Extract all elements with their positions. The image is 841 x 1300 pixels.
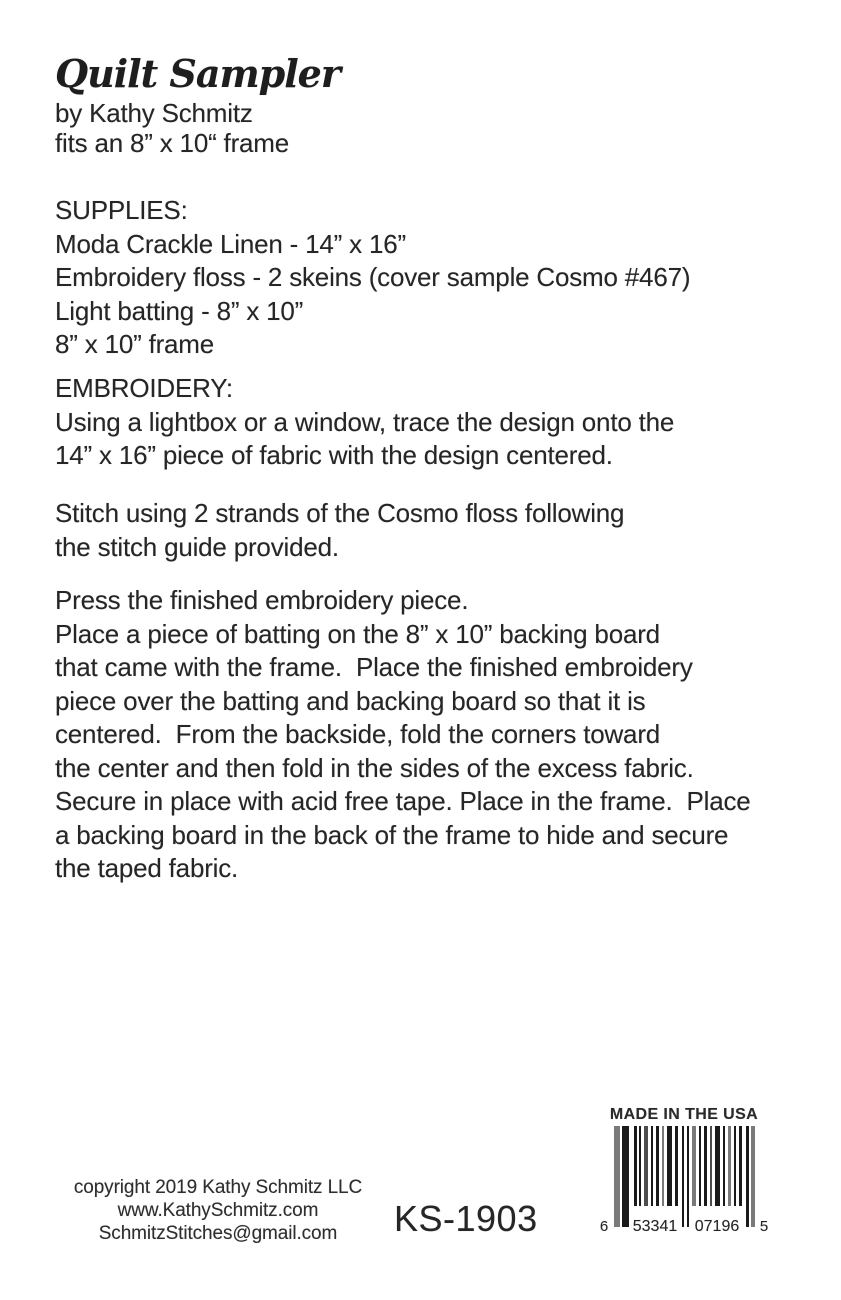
- supplies-item: Moda Crackle Linen - 14” x 16”: [55, 228, 406, 259]
- finishing-line: a backing board in the back of the frame to hide and secure: [55, 819, 729, 850]
- instruction-line: 14” x 16” piece of fabric with the design centered.: [55, 440, 613, 470]
- item-number: KS-1903: [394, 1198, 538, 1239]
- instruction-line: the stitch guide provided.: [55, 531, 339, 562]
- made-in-usa-label: MADE IN THE USA: [609, 1106, 759, 1123]
- embroidery-section: [55, 372, 674, 473]
- page-title: Quilt Sampler: [55, 51, 340, 96]
- byline: by Kathy Schmitz: [55, 98, 253, 128]
- email-address: SchmitzStitches@gmail.com: [98, 1223, 338, 1244]
- copyright-line: copyright 2019 Kathy Schmitz LLC: [73, 1177, 363, 1198]
- finishing-paragraph: [55, 584, 751, 886]
- title-block: [55, 50, 340, 158]
- supplies-section: [55, 194, 690, 362]
- website-url: www.KathySchmitz.com: [117, 1200, 319, 1221]
- finishing-line: Place a piece of batting on the 8” x 10” backing board: [55, 618, 660, 649]
- barcode-check-digit: 5: [759, 1218, 769, 1234]
- instruction-line: Using a lightbox or a window, trace the design onto the: [55, 406, 675, 437]
- instruction-line: Stitch using 2 strands of the Cosmo floss following: [55, 498, 625, 528]
- supplies-item: Light batting - 8” x 10”: [55, 295, 304, 326]
- finishing-line: Press the finished embroidery piece.: [55, 585, 469, 615]
- finishing-line: the center and then fold in the sides of the excess fabric.: [55, 752, 694, 783]
- embroidery-heading: EMBROIDERY:: [55, 373, 233, 403]
- supplies-heading: SUPPLIES:: [55, 195, 188, 225]
- copyright-block: [62, 1176, 374, 1245]
- finishing-line: that came with the frame. Place the finished embroidery: [55, 652, 693, 682]
- stitch-paragraph: [55, 497, 624, 564]
- barcode-digit-group-1: 53341: [632, 1218, 678, 1234]
- finishing-line: piece over the batting and backing board so that it is: [55, 685, 646, 716]
- barcode-lead-digit: 6: [599, 1218, 609, 1234]
- finishing-line: the taped fabric.: [55, 853, 239, 883]
- barcode-block: [594, 1104, 774, 1234]
- supplies-item: Embroidery floss - 2 skeins (cover sample Cosmo #467): [55, 262, 691, 292]
- frame-size-note: fits an 8” x 10“ frame: [55, 128, 290, 158]
- finishing-line: centered. From the backside, fold the corners toward: [55, 719, 661, 749]
- barcode-bars: [614, 1126, 755, 1227]
- supplies-item: 8” x 10” frame: [55, 329, 215, 359]
- finishing-line: Secure in place with acid free tape. Place in the frame. Place: [55, 786, 751, 816]
- barcode: [594, 1126, 774, 1234]
- barcode-digit-group-2: 07196: [694, 1218, 740, 1234]
